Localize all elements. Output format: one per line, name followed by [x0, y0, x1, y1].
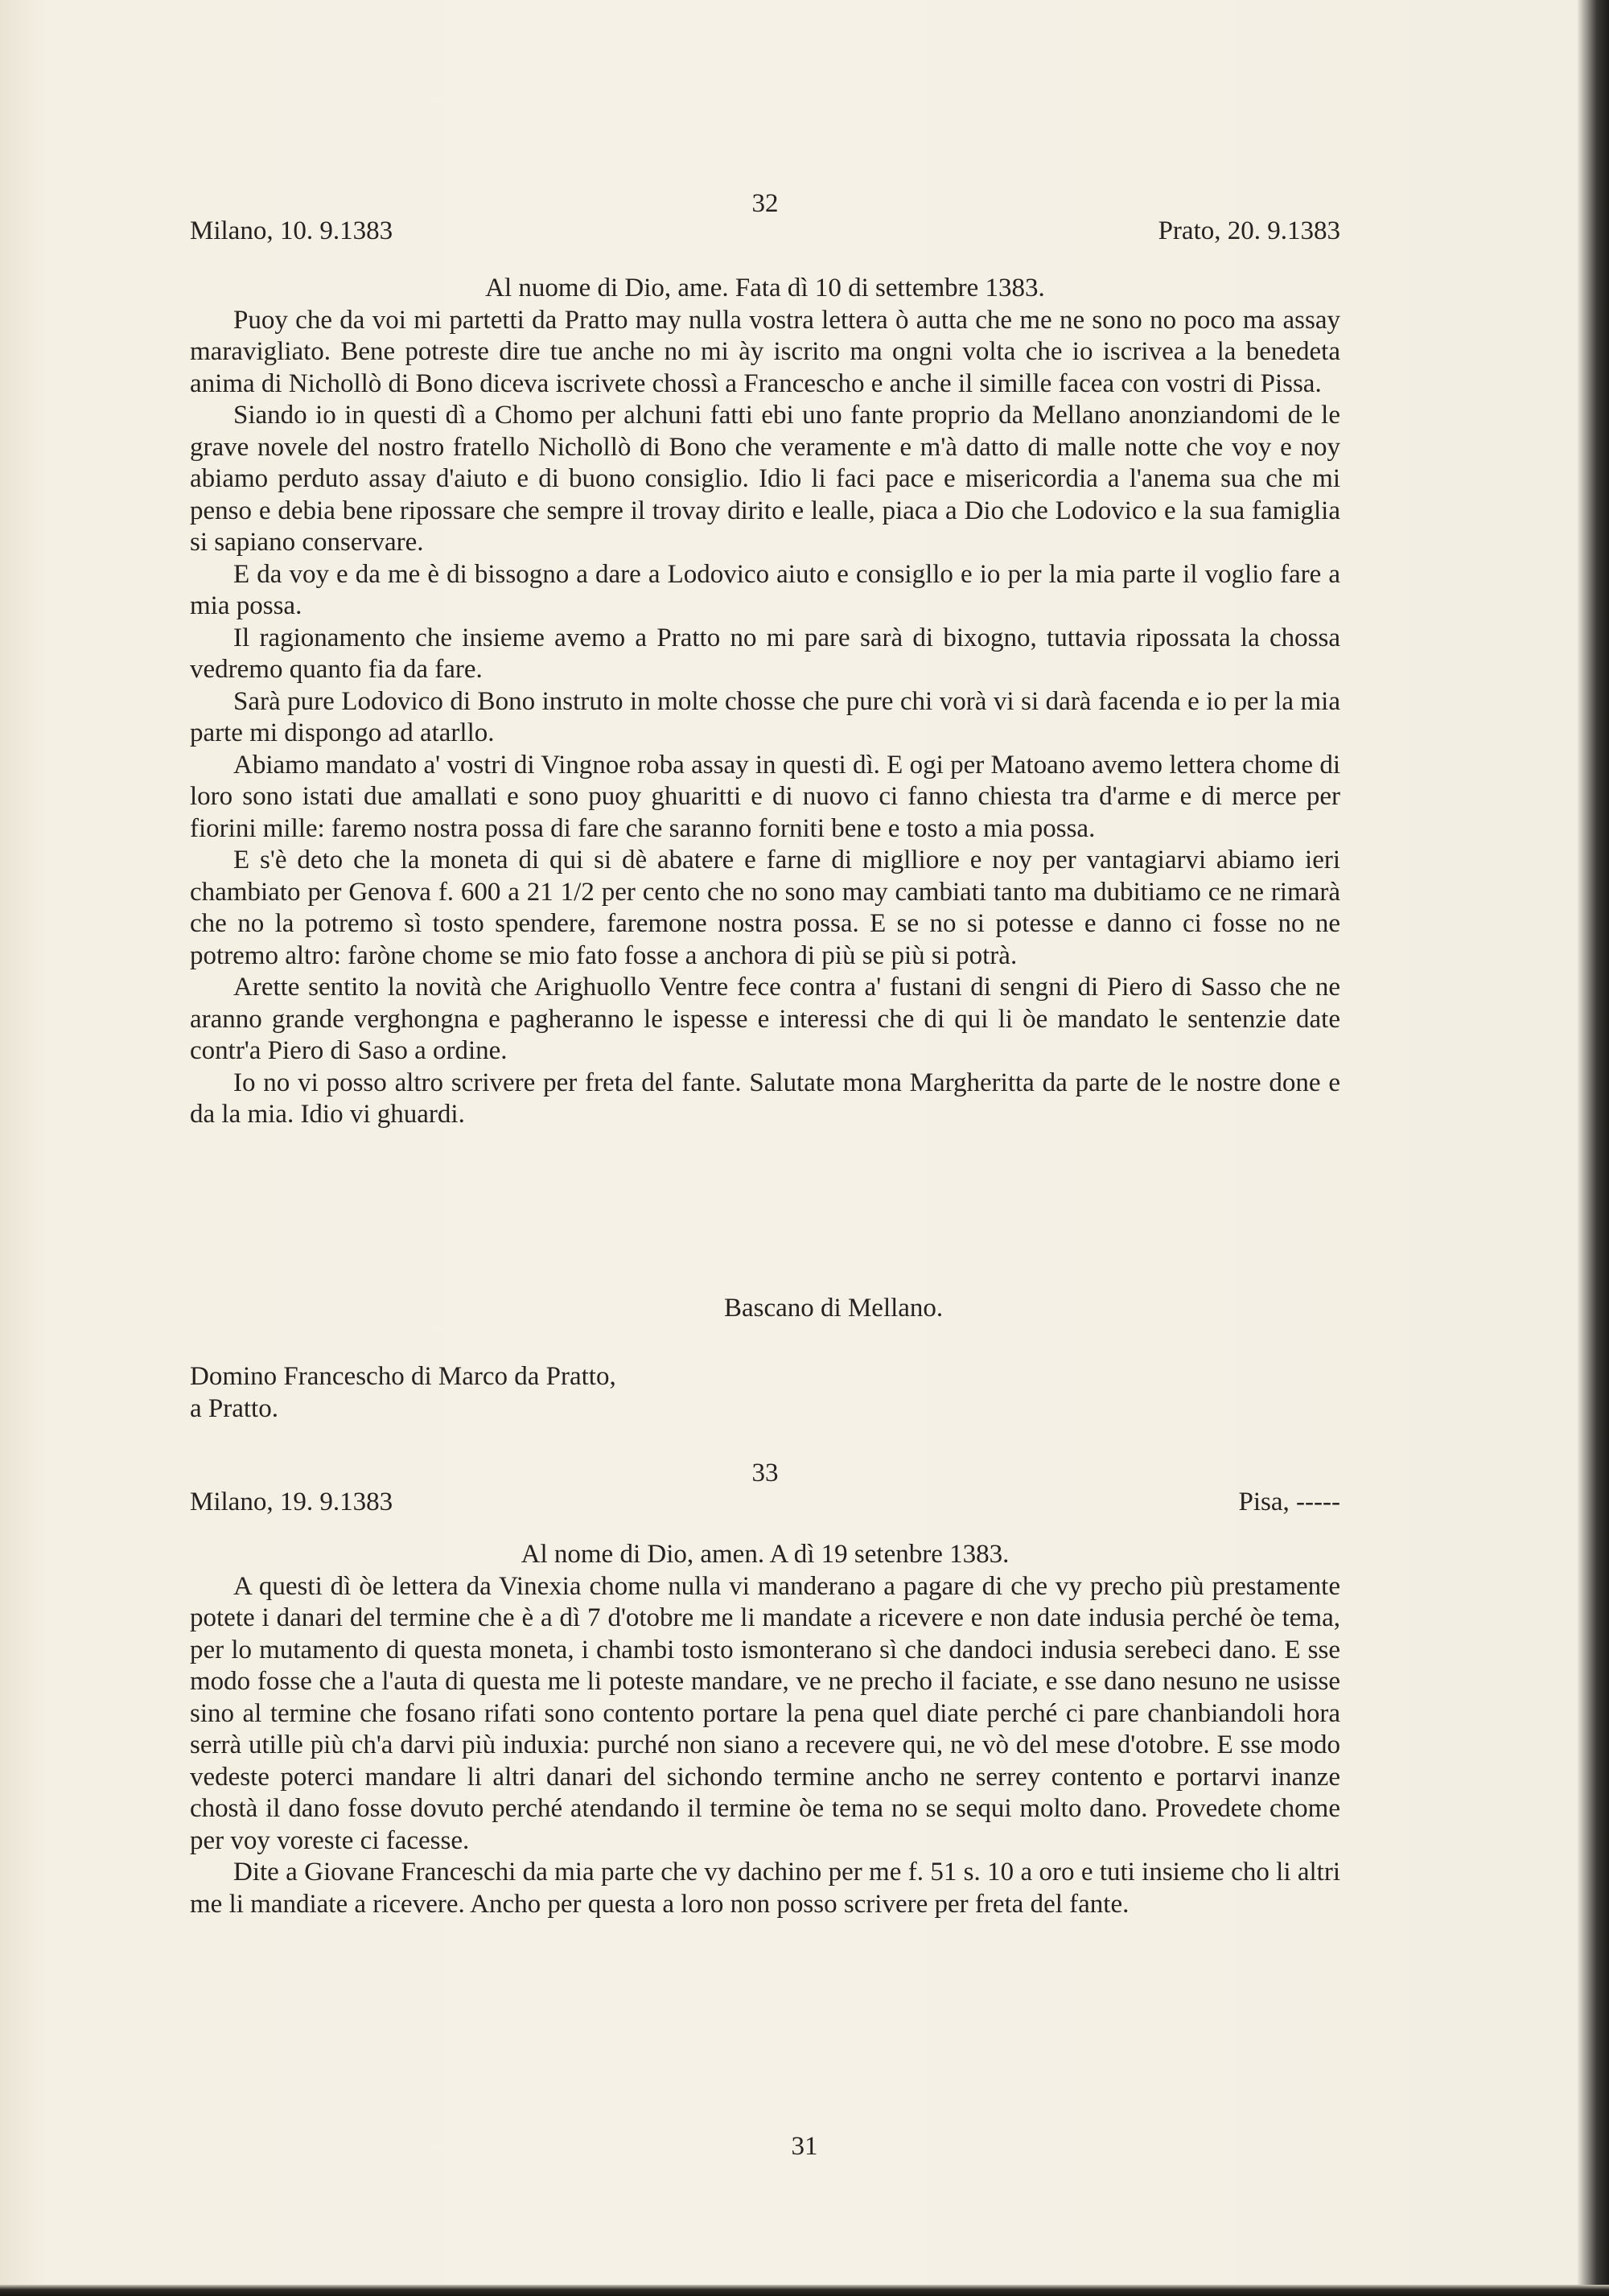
letter-number: 32	[751, 189, 779, 218]
paragraph: Arette sentito la novità che Arighuollo Ventre fece contra a' fustani di sengni di Piero di Sasso che ne aranno grande verghongna e pagheranno le ispesse e interessi che di qui li òe mandato le sentenzie date contr'a Piero di Saso a ordine.	[190, 973, 1340, 1065]
paragraph: E s'è deto che la moneta di qui si dè abatere e farne di miglliore e noy per vantagiarvi abiamo ieri chambiato per Genova f. 600 a 21 1/2 per cento che no sono may cambiati tanto ma dubitiamo ce ne rimarà che no la potremo sì tosto spendere, faremone nostra possa. E se no si potesse e danno ci fosse no ne potremo altro: faròne chome se mio fato fosse a anchora di più se più si potrà.	[190, 846, 1340, 970]
letter-origin: Milano, 19. 9.1383	[190, 1487, 393, 1516]
letter-destination: Pisa, -----	[1238, 1487, 1340, 1516]
letter-greeting: Al nuome di Dio, ame. Fata dì 10 di settembre 1383.	[485, 274, 1045, 302]
paragraph: A questi dì òe lettera da Vinexia chome nulla vi manderano a pagare di che vy precho più prestamente potete i danari del termine che è a dì 7 d'otobre me li mandate a ricevere e non date indusia perché òe tema, per lo mutamento di questa moneta, i chambi tosto ismonterano sì che dandoci indusia serebeci dano. E sse modo fosse che a l'auta di questa me li poteste mandare, ve ne precho il faciate, e sse dano nesuno ne usisse sino al termine che fosano rifati sono contento portare la pena quel diate perché ci pare chanbiandoli hora serrà utille più ch'a darvi più induxia: purché non siano a recevere qui, ne vò del mese d'otobre. E sse modo vedeste poterci mandare li altri danari del sichondo termine ancho ne serrey contento e portarvi inanze chostà il dano fosse dovuto perché atendando il termine òe tema no se sequi molto dano. Provedete chome per voy voreste ci facesse.	[190, 1571, 1340, 1855]
paragraph: Abiamo mandato a' vostri di Vingnoe roba assay in questi dì. E ogi per Matoano avemo lettera chome di loro sono istati due amallati e sono puoy ghuaritti e di nuovo ci fanno chiesta tra d'arme e di merce per fiorini mille: faremo nostra possa di fare che saranno forniti bene e tosto a mia possa.	[190, 750, 1340, 843]
address-line: a Pratto.	[190, 1393, 278, 1423]
paragraph: Io no vi posso altro scrivere per freta del fante. Salutate mona Margheritta da parte de le nostre done e da la mia. Idio vi ghuardi.	[190, 1068, 1340, 1129]
letter-header	[190, 1487, 1340, 1519]
letter-greeting: Al nome di Dio, amen. A dì 19 setenbre 1383.	[521, 1540, 1010, 1569]
paragraph: Puoy che da voi mi partetti da Pratto may nulla vostra lettera ò autta che me ne sono no poco ma assay maravigliato. Bene potreste dire tue anche no mi ày iscrito ma ongni volta che io iscrivea a la benedeta anima di Nichollò di Bono diceva iscrivete chossì a Francescho e anche il simille facea con vostri di Pissa.	[190, 305, 1340, 398]
letter-origin: Milano, 10. 9.1383	[190, 216, 393, 245]
address-line: Domino Francescho di Marco da Pratto,	[190, 1362, 616, 1391]
letter-33	[190, 1458, 1340, 1920]
letter-destination: Prato, 20. 9.1383	[1158, 216, 1340, 245]
page-bottom-edge	[0, 2285, 1609, 2296]
paragraph: E da voy e da me è di bissogno a dare a Lodovico aiuto e consigllo e io per la mia parte il voglio fare a mia possa.	[190, 559, 1340, 620]
letter-32	[190, 188, 1340, 1131]
page-number: 31	[791, 2132, 818, 2161]
paragraph: Il ragionamento che insieme avemo a Pratto no mi pare sarà di bixogno, tuttavia ripossata la chossa vedremo quanto fia da fare.	[190, 623, 1340, 684]
paragraph: Dite a Giovane Franceschi da mia parte che vy dachino per me f. 51 s. 10 a oro e tuti insieme cho li altri me li mandiate a ricevere. Ancho per questa a loro non posso scrivere per freta del fante.	[190, 1858, 1340, 1919]
paragraph: Sarà pure Lodovico di Bono instruto in molte chosse che pure chi vorà vi si darà facenda e io per la mia parte mi dispongo ad atarllo.	[190, 686, 1340, 747]
letter-signature: Bascano di Mellano.	[724, 1294, 944, 1323]
letter-address	[190, 1361, 616, 1425]
paragraph: Siando io in questi dì a Chomo per alchuni fatti ebi uno fante proprio da Mellano anonziandomi de le grave novele del nostro fratello Nichollò di Bono che veramente e m'à datto di malle notte che voy e noy abiamo perduto assay d'aiuto e di buono consiglio. Idio li faci pace e misericordia a l'anema sua che mi penso e debia bene ripossare che sempre il trovay dirito e lealle, piaca a Dio che Lodovico e la sua famiglia si sapiano conservare.	[190, 401, 1340, 557]
letter-number: 33	[751, 1459, 779, 1487]
